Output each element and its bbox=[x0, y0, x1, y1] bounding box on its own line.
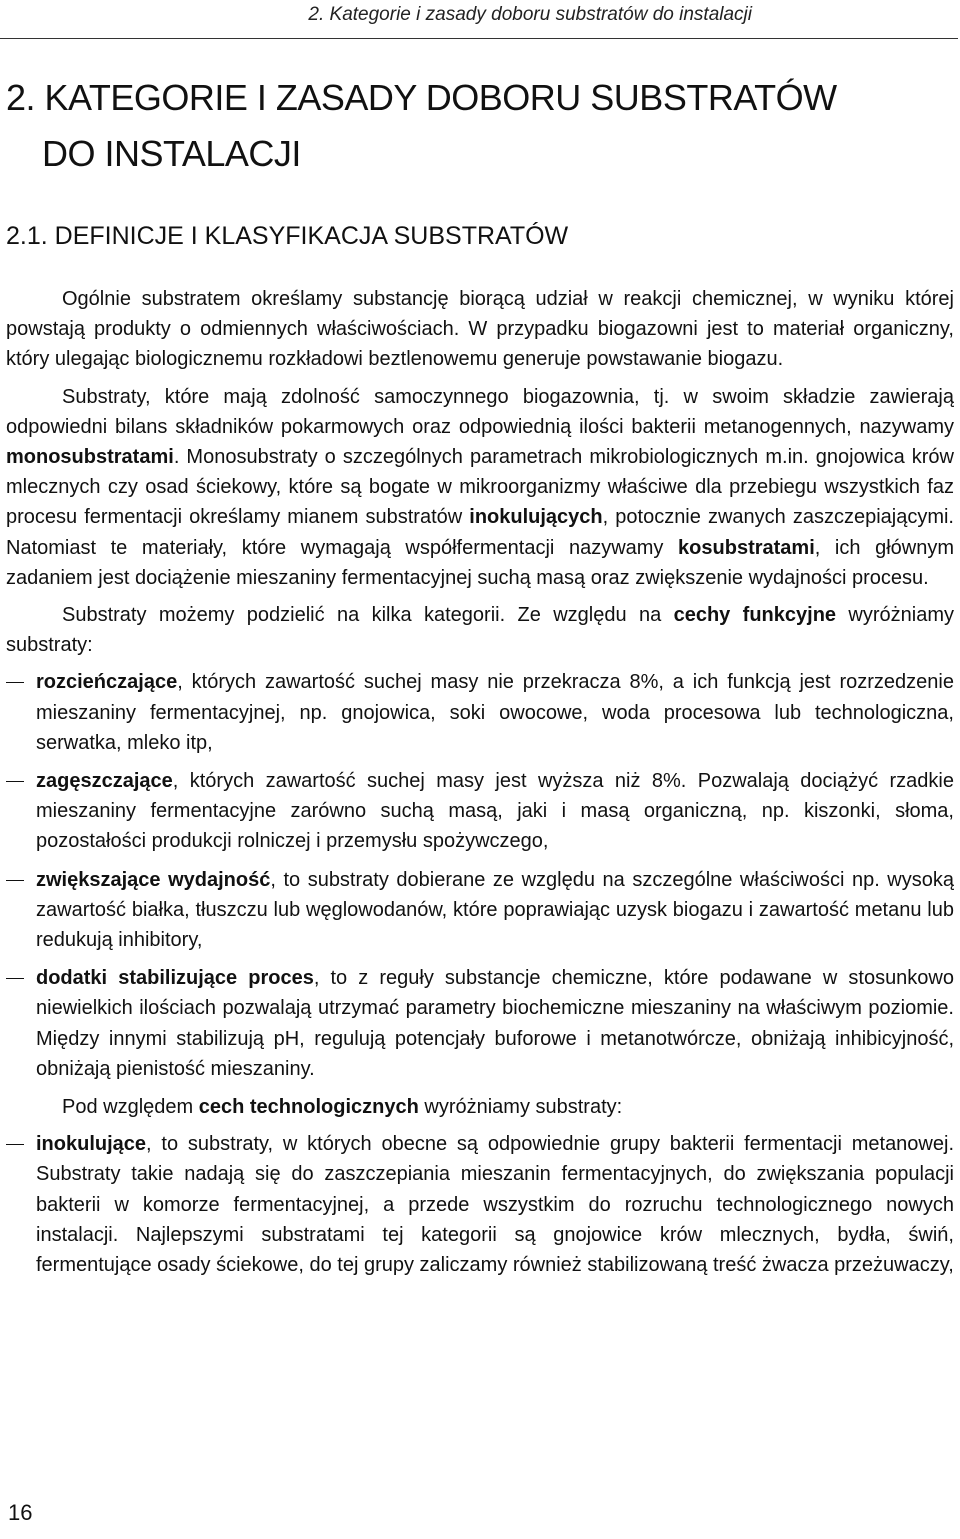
page-number: 16 bbox=[8, 1500, 33, 1525]
list-item-term: inokulujące bbox=[36, 1133, 147, 1156]
functional-list bbox=[6, 667, 954, 1084]
paragraph-substrate-types bbox=[6, 382, 954, 593]
list-item bbox=[6, 963, 954, 1084]
text: , potocznie zwanych zaszczepiającymi. Natomiast te materiały, które wymagają współfermentacji nazywamy bbox=[6, 506, 954, 559]
text: Pod względem bbox=[62, 1096, 199, 1119]
list-item-term: zagęszczające bbox=[36, 770, 173, 793]
technological-list bbox=[6, 1129, 954, 1280]
paragraph-functional-intro bbox=[6, 600, 954, 660]
paragraph-definition: Ogólnie substratem określamy substancję biorącą udział w reakcji chemicznej, w wyniku której powstają produkty o odmiennych właściwościach. W przypadku biogazowni jest to materiał organiczny, który ulegając biologicznemu rozkładowi beztlenowemu generuje powstawanie biogazu. bbox=[6, 288, 954, 371]
paragraph-technological-intro bbox=[6, 1092, 954, 1122]
term-inokulujacych: inokulujących bbox=[469, 506, 603, 529]
chapter-title bbox=[6, 70, 837, 182]
text: Substraty możemy podzielić na kilka kategorii. Ze względu na bbox=[62, 604, 674, 627]
term-cech-technologicznych: cech technologicznych bbox=[198, 1096, 419, 1119]
term-kosubstraty: kosubstratami bbox=[678, 536, 815, 559]
list-item bbox=[6, 1129, 954, 1280]
dash-bullet bbox=[6, 1144, 24, 1145]
chapter-title-line2: DO INSTALACJI bbox=[42, 133, 301, 174]
text: , ich głównym zadaniem jest dociążenie mieszaniny fermentacyjnej suchą masą oraz zwiększenie wydajności procesu. bbox=[6, 536, 955, 589]
list-item bbox=[6, 766, 954, 857]
list-item-text: , to z reguły substancje chemiczne, które podawane w stosunkowo niewielkich ilościach pozwalają utrzymać parametry biochemiczne mieszaniny na właściwym poziomie. Między innymi stabilizują pH, regulują potencjały buforowe i metanotwórcze, obniżają inhibicyjność, obniżają pienistość mieszaniny. bbox=[36, 967, 954, 1080]
section-title: 2.1. DEFINICJE I KLASYFIKACJA SUBSTRATÓW bbox=[6, 222, 569, 250]
list-item-text: , których zawartość suchej masy nie przekracza 8%, a ich funkcją jest rozrzedzenie mieszaniny fermentacyjnej, np. gnojowica, soki owocowe, woda procesowa lub technologiczna, serwatka, mleko itp, bbox=[36, 671, 954, 754]
text: Substraty, które mają zdolność samoczynnego biogazownia, tj. w swoim składzie zawierają odpowiedni bilans składników pokarmowych oraz odpowiednią ilości bakterii metanogennych, nazywamy bbox=[6, 385, 954, 438]
body-text bbox=[6, 284, 954, 1288]
text: wyróżniamy substraty: bbox=[418, 1096, 623, 1119]
list-item-term: zwiększające wydajność bbox=[36, 868, 271, 891]
dash-bullet bbox=[6, 880, 24, 881]
dash-bullet bbox=[6, 682, 24, 683]
list-item-term: dodatki stabilizujące proces bbox=[36, 967, 314, 990]
term-cechy-funkcyjne: cechy funkcyjne bbox=[673, 604, 837, 627]
header-rule bbox=[0, 38, 958, 39]
term-monosubstraty: monosubstratami bbox=[6, 446, 174, 469]
dash-bullet bbox=[6, 781, 24, 782]
list-item-text: , to substraty, w których obecne są odpowiednie grupy bakterii fermentacji metanowej. Substraty takie nadają się do zaszczepiania mieszanin fermentacyjnych, do zwiększania populacji bakterii w komorze fermentacyjnej, a przede wszystkim do rozruchu technologicznego nowych instalacji. Najlepszymi substratami tej kategorii są gnojowice krów mlecznych, bydła, świń, fermentujące osady ściekowe, do tej grupy zaliczamy również stabilizowaną treść żwacza przeżuwaczy, bbox=[36, 1133, 954, 1277]
text: wyróżniamy substraty: bbox=[6, 604, 954, 657]
text: . Monosubstraty o szczególnych parametrach mikrobiologicznych m.in. gnojowica krów mlecznych czy osad ściekowy, które są bogate w mikroorganizmy właściwe dla przebiegu wszystkich faz procesu fermentacji określamy mianem substratów bbox=[6, 446, 954, 529]
list-item-term: rozcieńczające bbox=[36, 671, 178, 694]
list-item-text: , to substraty dobierane ze względu na szczególne właściwości np. wysoką zawartość białka, tłuszczu lub węglowodanów, które poprawiając uzysk biogazu i zawartość metanu lub redukują inhibitory, bbox=[36, 868, 955, 952]
chapter-title-line1: 2. KATEGORIE I ZASADY DOBORU SUBSTRATÓW bbox=[6, 77, 837, 118]
dash-bullet bbox=[6, 978, 24, 979]
list-item bbox=[6, 865, 954, 956]
list-item bbox=[6, 667, 954, 758]
list-item-text: , których zawartość suchej masy jest wyższa niż 8%. Pozwalają dociążyć rzadkie mieszaniny fermentacyjne zarówno suchą masą, jaki i masą organiczną, np. kiszonki, słoma, pozostałości produkcji rolniczej i przemysłu spożywczego, bbox=[36, 770, 954, 853]
running-header: 2. Kategorie i zasady doboru substratów do instalacji bbox=[308, 4, 752, 25]
